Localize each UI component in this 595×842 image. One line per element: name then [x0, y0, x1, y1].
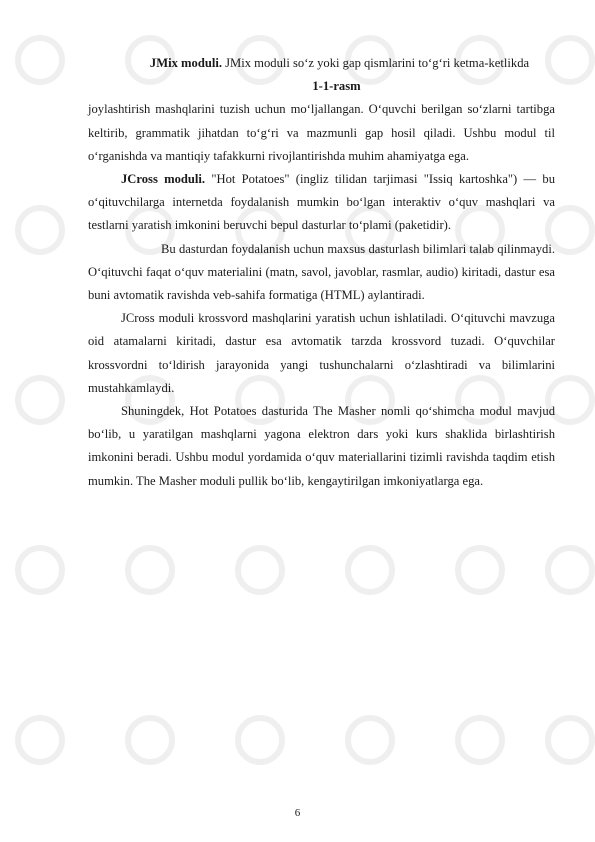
figure-caption: 1-1-rasm: [312, 79, 361, 94]
paragraph-usage: Bu dasturdan foydalanish uchun maxsus dasturlash bilimlari talab qilinmaydi. O‘qituvchi faqat o‘quv materialini (matn, savol, javoblar, rasmlar, audio) kiritadi, dastur esa buni avtomatik ravishda veb-sahifa formatiga (HTML) aylantiradi.: [88, 241, 555, 303]
paragraph-jmix-intro: [88, 52, 555, 75]
jcross-intro-text: "Hot Potatoes" (ingliz tilidan tarjimasi "Issiq kartoshka") — bu o‘qituvchilarga internetda foydalanish mumkin bo‘lgan interaktiv o‘quv mashqlari va testlarni yaratish imkonini beruvchi bepul dasturlar to‘plami (paketidir).: [88, 172, 555, 233]
document-body: [88, 52, 555, 493]
paragraph-jmix-body: joylashtirish mashqlarini tuzish uchun mo‘ljallangan. O‘quvchi berilgan so‘zlarni tartibga keltirib, grammatik jihatdan to‘g‘ri va mazmunli gap hosil qiladi. Ushbu modul til o‘rganishda va mantiqiy tafakkurni rivojlantirishda muhim ahamiyatga ega.: [88, 102, 555, 163]
jmix-intro-text: JMix moduli so‘z yoki gap qismlarini to‘g‘ri ketma-ketlikda: [221, 56, 530, 70]
paragraph-masher: Shuningdek, Hot Potatoes dasturida The Masher nomli qo‘shimcha modul mavjud bo‘lib, u yaratilgan mashqlarni yagona elektron dars yoki kurs shaklida birlashtirish imkonini beradi. Ushbu modul yordamida o‘quv materiallarini tizimli ravishda taqdim etish mumkin. The Masher moduli pullik bo‘lib, kengaytirilgan imkoniyatlarga ega.: [88, 404, 555, 488]
paragraph-jcross-crossword: JCross moduli krossvord mashqlarini yaratish uchun ishlatiladi. O‘qituvchi mavzuga oid atamalarni kiritadi, dastur esa avtomatik tarzda krossvord tuzadi. O‘quvchilar krossvordni to‘ldirish jarayonida yangi tushunchalarni o‘zlashtiradi va bilimlarini mustahkamlaydi.: [88, 311, 555, 395]
jcross-heading: JCross moduli.: [121, 172, 206, 187]
paragraph-jcross-intro: [88, 168, 555, 238]
page-number: 6: [294, 807, 301, 819]
jmix-heading: JMix moduli.: [149, 56, 222, 70]
